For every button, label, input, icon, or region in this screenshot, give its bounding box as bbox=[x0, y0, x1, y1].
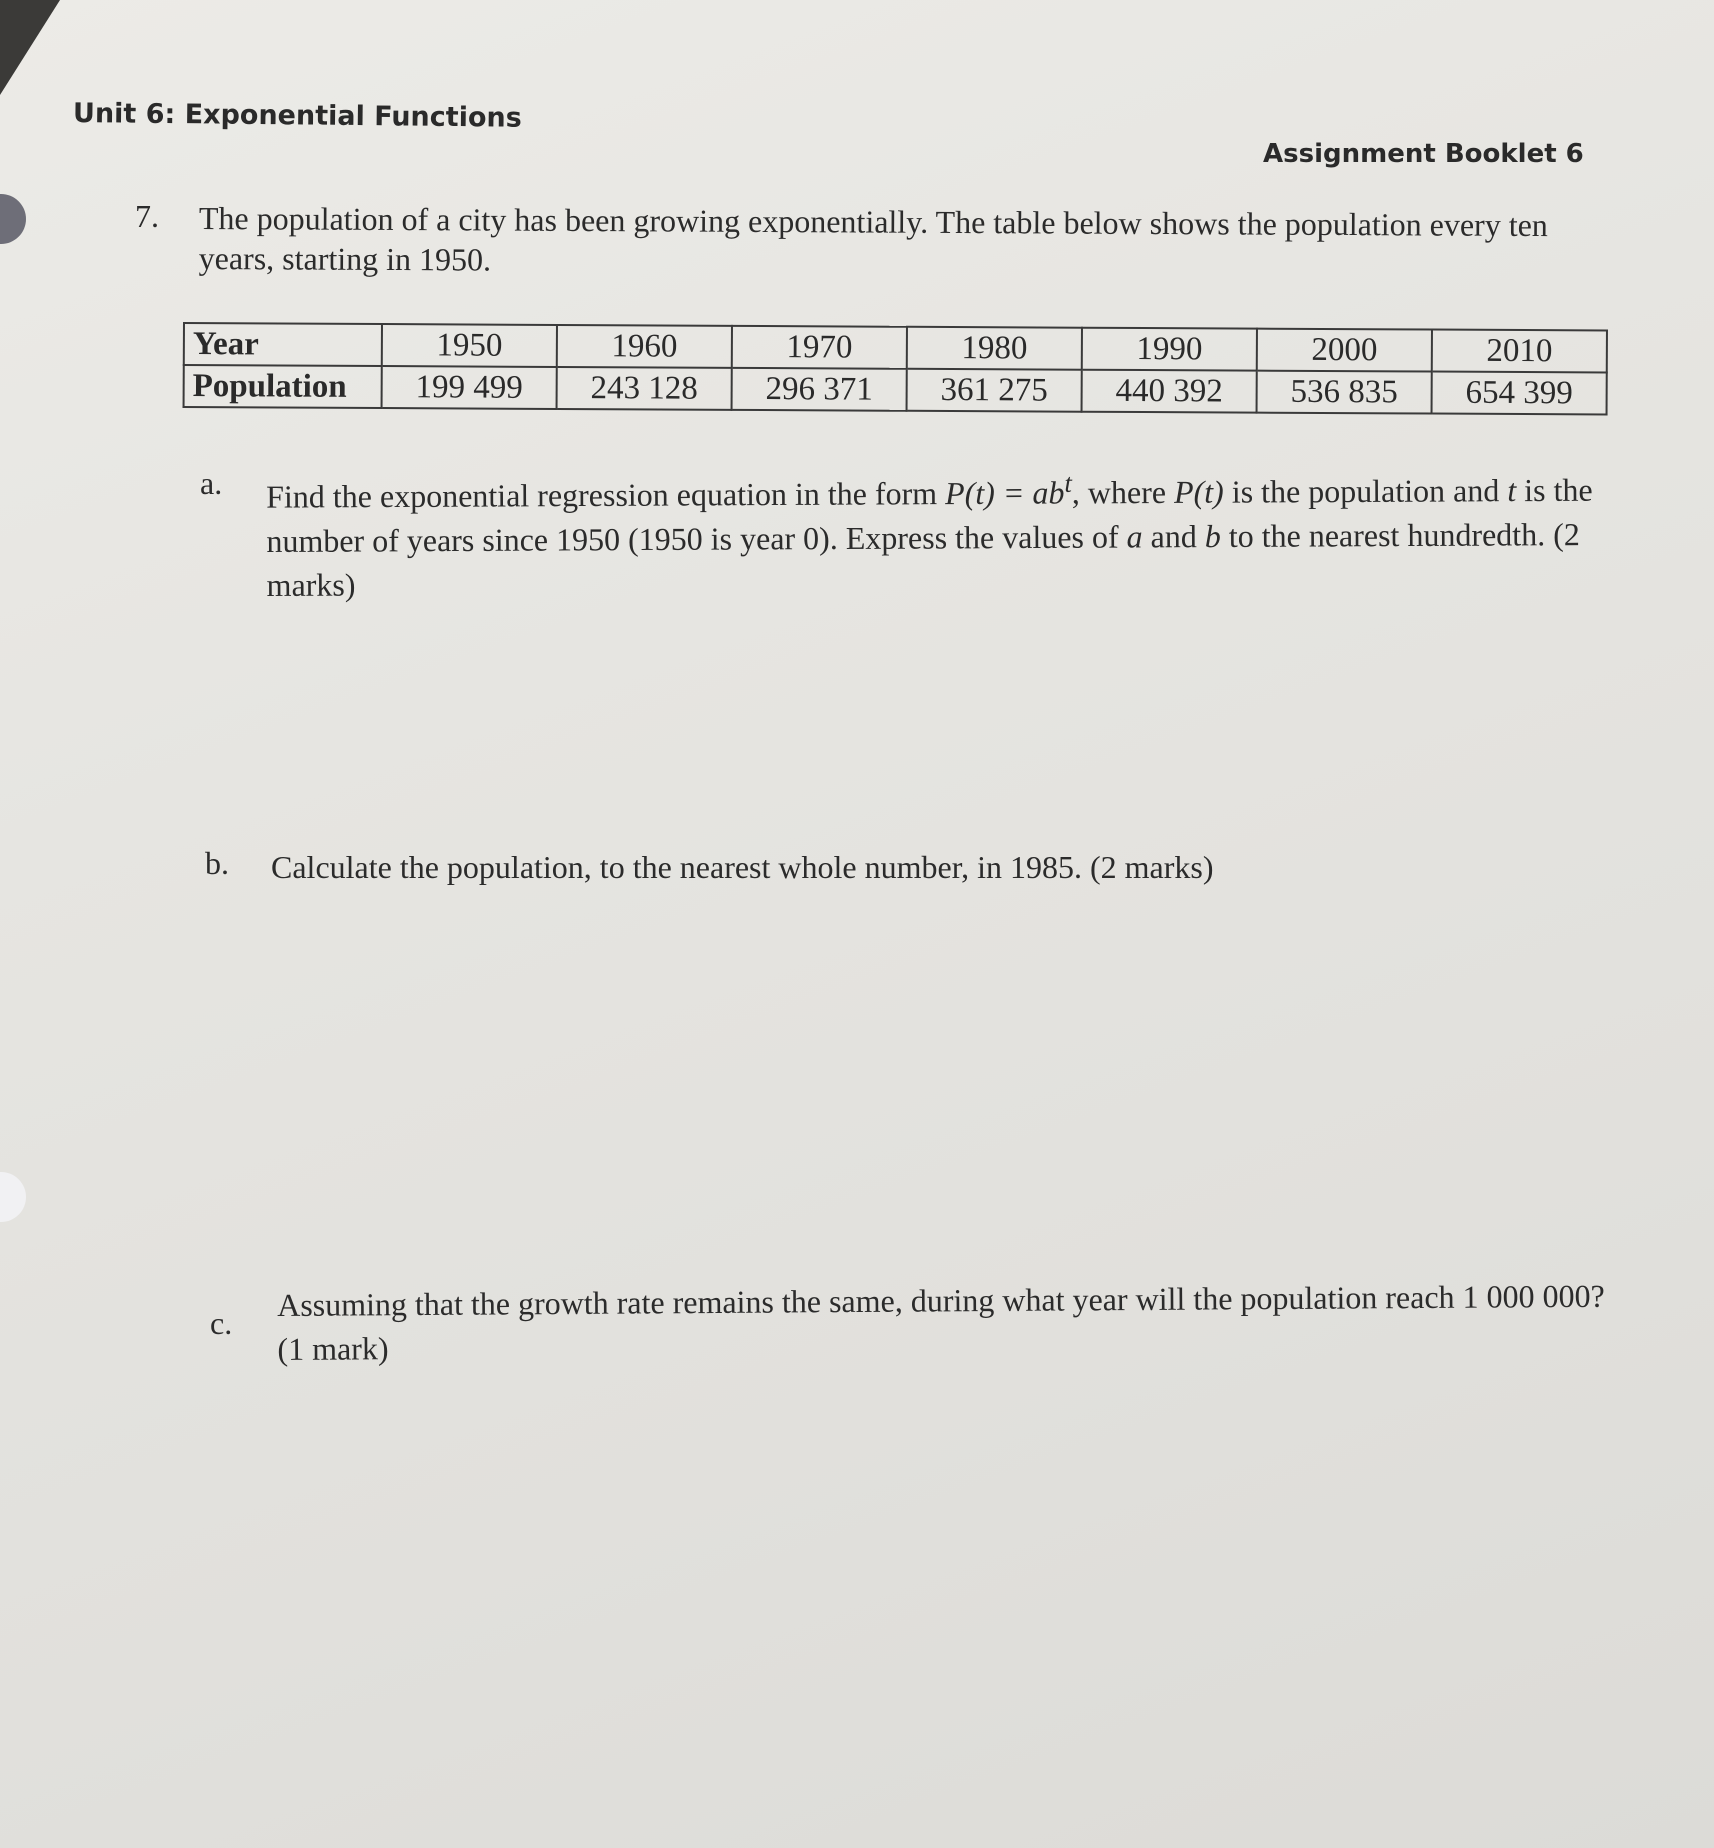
population-row bbox=[184, 365, 1607, 414]
year-cell: 1980 bbox=[907, 327, 1082, 370]
year-cell: 2000 bbox=[1257, 329, 1432, 372]
variable-b: b bbox=[1204, 517, 1221, 554]
variable-a: a bbox=[1126, 518, 1143, 555]
population-cell: 536 835 bbox=[1257, 371, 1432, 414]
year-cell: 1970 bbox=[732, 326, 907, 369]
year-header: Year bbox=[184, 323, 382, 366]
year-cell: 1990 bbox=[1082, 328, 1257, 371]
part-a-label: a. bbox=[200, 465, 223, 501]
population-cell: 243 128 bbox=[557, 367, 732, 410]
question-number: 7. bbox=[135, 198, 159, 234]
part-a-text-2: , where bbox=[1071, 473, 1175, 511]
part-a-text-1: Find the exponential regression equation in the form bbox=[266, 475, 946, 515]
booklet-title: Assignment Booklet 6 bbox=[1263, 139, 1584, 169]
population-cell: 654 399 bbox=[1432, 372, 1607, 415]
question-text: The population of a city has been growing exponentially. The table below shows the population every ten years, starting in 1950. bbox=[198, 199, 1548, 278]
population-table bbox=[183, 322, 1608, 415]
part-c-label: c. bbox=[210, 1305, 233, 1341]
part-a-text-6: to the nearest hundredth. (2 marks) bbox=[266, 515, 1580, 603]
formula-exponent: t bbox=[1064, 467, 1072, 498]
part-b-text: Calculate the population, to the nearest whole number, in 1985. (2 marks) bbox=[271, 849, 1214, 885]
part-a-text bbox=[266, 458, 1597, 607]
part-a-text-5: and bbox=[1142, 517, 1205, 555]
population-header: Population bbox=[184, 365, 382, 408]
part-c-text: Assuming that the growth rate remains the same, during what year will the population reach 1 000 000? (1 mark) bbox=[277, 1277, 1605, 1367]
part-a-text-3: is the population and bbox=[1223, 472, 1508, 510]
part-a-text-4: is the number of years since 1950 (1950 is year 0). Express the values of bbox=[266, 471, 1593, 559]
year-row bbox=[184, 323, 1607, 372]
population-cell: 361 275 bbox=[907, 369, 1082, 412]
formula: P(t) = ab bbox=[945, 474, 1065, 512]
population-cell: 199 499 bbox=[382, 366, 557, 409]
background-corner bbox=[0, 0, 60, 95]
year-cell: 1960 bbox=[557, 325, 732, 368]
variable-t: t bbox=[1507, 472, 1517, 509]
part-b-label: b. bbox=[205, 845, 229, 881]
year-cell: 1950 bbox=[382, 324, 557, 367]
year-cell: 2010 bbox=[1432, 330, 1607, 373]
population-cell: 296 371 bbox=[732, 368, 907, 411]
variable-pt: P(t) bbox=[1173, 473, 1224, 510]
population-cell: 440 392 bbox=[1082, 370, 1257, 413]
unit-title: Unit 6: Exponential Functions bbox=[72, 98, 522, 134]
